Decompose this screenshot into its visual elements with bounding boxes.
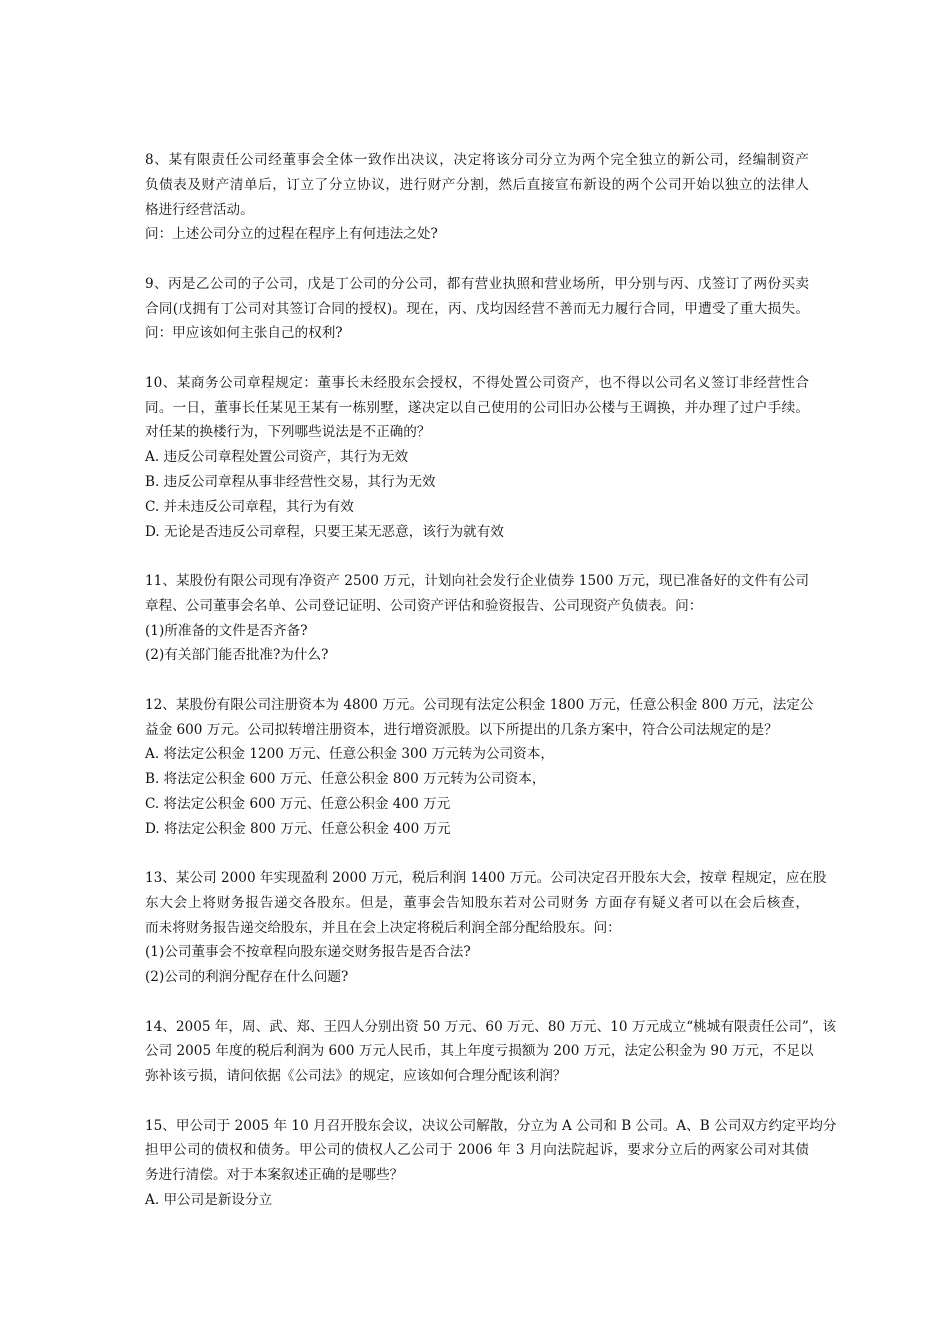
question-15	[145, 1114, 837, 1213]
question-text-line: 东大会上将财务报告递交各股东。但是，董事会告知股东若对公司财务 方面存有疑义者可以在会后核查，	[145, 894, 809, 911]
question-text-line: 务进行清偿。对于本案叙述正确的是哪些？	[145, 1167, 404, 1184]
question-text-line: 12、某股份有限公司注册资本为 4800 万元。公司现有法定公积金 1800 万元，任意公积金 800 万元，法定公	[145, 696, 814, 713]
question-text-line: 9、丙是乙公司的子公司，戊是丁公司的分公司，都有营业执照和营业场所，甲分别与丙、戊签订了两份买卖	[145, 275, 809, 292]
question-text-line: 负债表及财产清单后，订立了分立协议，进行财产分割，然后直接宣布新设的两个公司开始以独立的法律人	[145, 176, 809, 193]
answer-option: C. 将法定公积金 600 万元、任意公积金 400 万元	[145, 795, 451, 812]
answer-option: A. 甲公司是新设分立	[145, 1192, 273, 1209]
answer-option: D. 将法定公积金 800 万元、任意公积金 400 万元	[145, 820, 451, 837]
answer-option: A. 将法定公积金 1200 万元、任意公积金 300 万元转为公司资本，	[145, 746, 554, 763]
question-text-line: 章程、公司董事会名单、公司登记证明、公司资产评估和验资报告、公司现资产负债表。问：	[145, 597, 703, 614]
question-text-line: 担甲公司的债权和债务。甲公司的债权人乙公司于 2006 年 3 月向法院起诉，要求分立后的两家公司对其债	[145, 1142, 809, 1159]
question-14	[145, 1015, 837, 1089]
question-text-line: 对任某的换楼行为，下列哪些说法是不正确的？	[145, 424, 431, 441]
answer-option: C. 并未违反公司章程，其行为有效	[145, 498, 354, 515]
question-text-line: 合同(戊拥有丁公司对其签订合同的授权)。现在，丙、戊均因经营不善而无力履行合同，甲遭受了重大损失。	[145, 300, 809, 317]
question-text-line: 13、某公司 2000 年实现盈利 2000 万元，税后利润 1400 万元。公司决定召开股东大会，按章 程规定，应在股	[145, 870, 827, 887]
question-text-line: 15、甲公司于 2005 年 10 月召开股东会议，决议公司解散，分立为 A 公司和 B 公司。A、B 公司双方约定平均分	[145, 1117, 837, 1134]
question-text-line: 益金 600 万元。公司拟转增注册资本，进行增资派股。以下所提出的几条方案中，符合公司法规定的是？	[145, 721, 778, 738]
question-ask: 问：上述公司分立的过程在程序上有何违法之处?	[145, 226, 438, 243]
question-10	[145, 371, 809, 545]
question-8	[145, 148, 809, 247]
question-text-line: 14、2005 年，周、武、郑、王四人分别出资 50 万元、60 万元、80 万元、10 万元成立“桃城有限责任公司”，该	[145, 1018, 837, 1035]
document-page	[145, 148, 837, 1237]
question-text-line: 8、某有限责任公司经董事会全体一致作出决议，决定将该分司分立为两个完全独立的新公司，经编制资产	[145, 152, 809, 168]
question-text-line: 同。一日，董事长任某见王某有一栋别墅，遂决定以自己使用的公司旧办公楼与王调换，并办理了过户手续。	[145, 399, 809, 416]
question-9	[145, 272, 809, 346]
sub-question: (2)公司的利润分配存在什么问题?	[145, 969, 349, 986]
question-ask: 问：甲应该如何主张自己的权利?	[145, 325, 343, 342]
question-13	[145, 866, 827, 990]
answer-option: D. 无论是否违反公司章程，只要王某无恶意，该行为就有效	[145, 523, 504, 540]
question-11	[145, 569, 809, 668]
question-12	[145, 693, 814, 842]
question-text-line: 公司 2005 年度的税后利润为 600 万元人民币，其上年度亏损额为 200 万元，法定公积金为 90 万元，不足以	[145, 1043, 814, 1060]
question-text-line: 11、某股份有限公司现有净资产 2500 万元，计划向社会发行企业债券 1500 万元，现已准备好的文件有公司	[145, 572, 809, 589]
question-text-line: 格进行经营活动。	[145, 201, 254, 218]
question-text-line: 弥补该亏损，请问依据《公司法》的规定，应该如何合理分配该利润？	[145, 1068, 567, 1085]
answer-option: B. 将法定公积金 600 万元、任意公积金 800 万元转为公司资本，	[145, 771, 546, 788]
sub-question: (1)公司董事会不按章程向股东递交财务报告是否合法?	[145, 944, 471, 961]
answer-option: B. 违反公司章程从事非经营性交易，其行为无效	[145, 473, 436, 490]
sub-question: (2)有关部门能否批准?为什么?	[145, 647, 329, 664]
answer-option: A. 违反公司章程处置公司资产，其行为无效	[145, 449, 409, 466]
question-text-line: 而未将财务报告递交给股东，并且在会上决定将税后利润全部分配给股东。问：	[145, 919, 621, 936]
question-text-line: 10、某商务公司章程规定：董事长未经股东会授权，不得处置公司资产，也不得以公司名义签订非经营性合	[145, 374, 809, 391]
sub-question: (1)所准备的文件是否齐备?	[145, 622, 308, 639]
